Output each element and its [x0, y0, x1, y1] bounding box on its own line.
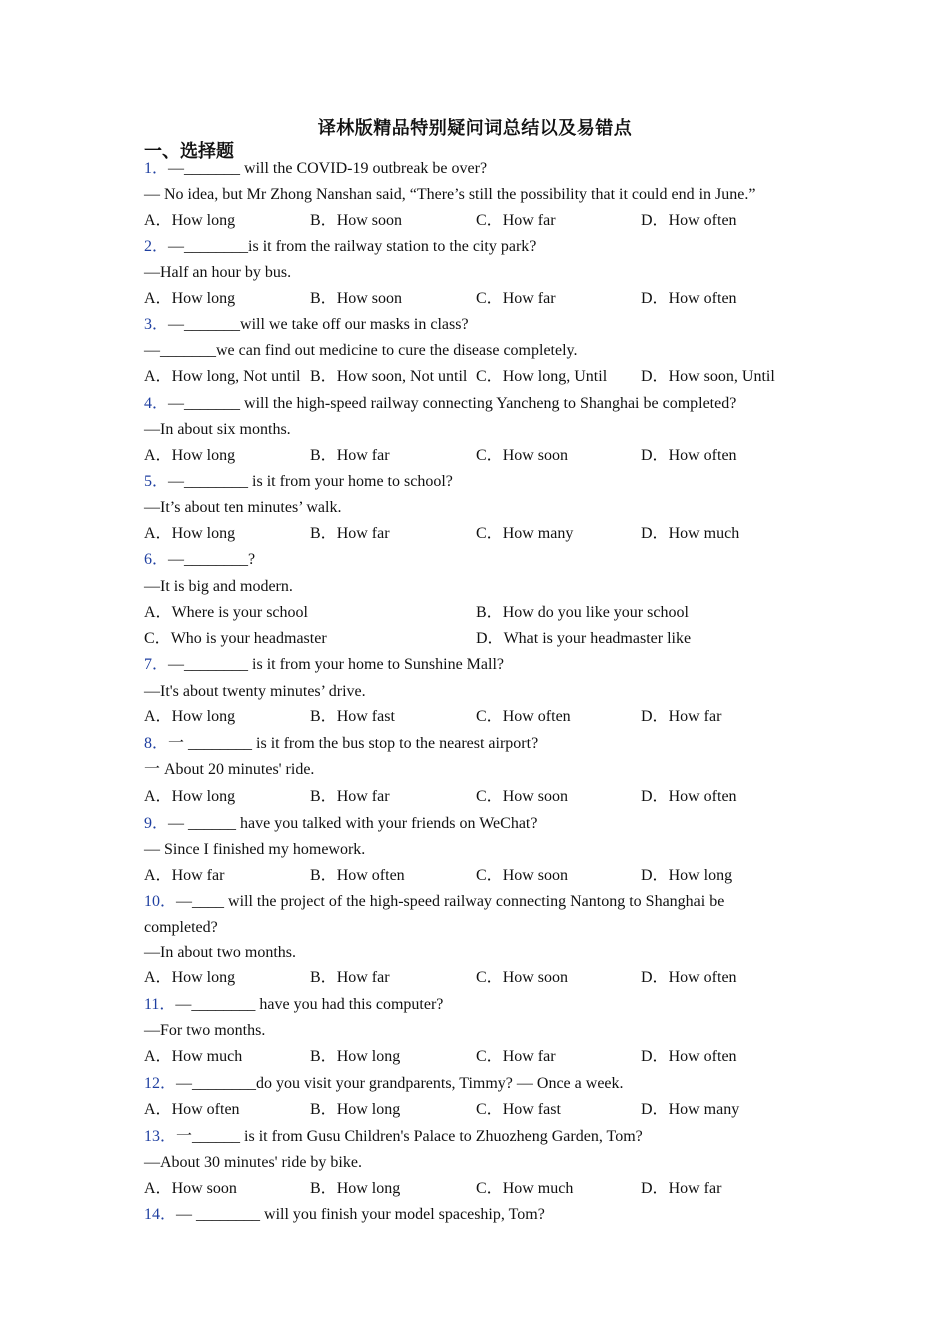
answer-option[interactable]	[144, 1100, 240, 1120]
option-letter: B．	[310, 969, 337, 986]
option-letter: C．	[476, 1048, 503, 1065]
option-text: How often	[668, 290, 737, 307]
answer-option[interactable]	[641, 968, 737, 988]
question-line: completed?	[144, 919, 218, 936]
option-text: How long	[668, 867, 733, 884]
option-text: How many	[668, 1101, 740, 1118]
answer-option[interactable]	[476, 866, 568, 886]
option-text: How long, Not until	[171, 368, 301, 385]
option-letter: C．	[476, 969, 503, 986]
option-letter: D．	[641, 1048, 669, 1065]
question-stem	[144, 655, 504, 675]
question-text: —________do you visit your grandparents, Timmy? — Once a week.	[176, 1075, 624, 1092]
question-text: —________ have you had this computer?	[175, 996, 444, 1013]
option-text: How far	[668, 708, 722, 725]
question-text: —________is it from the railway station to the city park?	[168, 238, 537, 255]
answer-option[interactable]	[476, 367, 607, 387]
option-letter: A．	[144, 447, 172, 464]
question-stem	[144, 159, 487, 179]
option-text: How long	[171, 788, 236, 805]
question-stem	[144, 892, 724, 912]
option-text: How far	[668, 1180, 722, 1197]
question-stem	[144, 472, 453, 492]
question-text: 一______ is it from Gusu Children's Palace to Zhuozheng Garden, Tom?	[176, 1128, 643, 1145]
answer-option[interactable]	[641, 1047, 737, 1067]
option-letter: B．	[310, 212, 337, 229]
option-text: How soon	[502, 969, 569, 986]
question-number: 14．	[144, 1206, 177, 1223]
option-letter: A．	[144, 212, 172, 229]
question-line: —It's about twenty minutes’ drive.	[144, 683, 366, 700]
answer-option[interactable]	[310, 787, 390, 807]
option-letter: C．	[476, 368, 503, 385]
question-line: —_______we can find out medicine to cure the disease completely.	[144, 342, 578, 359]
answer-option[interactable]	[641, 787, 737, 807]
question-text: —____ will the project of the high-speed railway connecting Nantong to Shanghai be	[176, 893, 725, 910]
option-letter: C．	[476, 1101, 503, 1118]
option-text: How often	[336, 867, 405, 884]
option-text: How often	[668, 788, 737, 805]
option-text: How soon	[336, 290, 403, 307]
answer-option[interactable]	[144, 707, 235, 727]
option-text: How soon	[336, 212, 403, 229]
option-letter: A．	[144, 290, 172, 307]
question-line: —It’s about ten minutes’ walk.	[144, 499, 342, 516]
answer-option[interactable]	[144, 629, 327, 649]
option-text: What is your headmaster like	[503, 630, 692, 647]
option-letter: D．	[641, 1180, 669, 1197]
question-stem	[144, 1127, 643, 1147]
question-text: —_______will we take off our masks in class?	[168, 316, 469, 333]
option-letter: D．	[641, 708, 669, 725]
answer-option[interactable]	[476, 968, 568, 988]
answer-option[interactable]	[144, 289, 235, 309]
answer-option[interactable]	[476, 446, 568, 466]
question-text: —_______ will the high-speed railway connecting Yancheng to Shanghai be completed?	[168, 395, 737, 412]
option-text: How soon	[502, 447, 569, 464]
question-line: —For two months.	[144, 1022, 266, 1039]
answer-option[interactable]	[476, 629, 691, 649]
option-text: How soon	[171, 1180, 237, 1197]
option-text: How many	[502, 525, 574, 542]
option-text: How long	[336, 1048, 401, 1065]
answer-option[interactable]	[641, 211, 737, 231]
question-number: 12．	[144, 1075, 177, 1092]
question-number: 4．	[144, 395, 169, 412]
answer-option[interactable]	[641, 446, 737, 466]
option-letter: D．	[641, 969, 669, 986]
question-line: 一 About 20 minutes' ride.	[144, 761, 315, 778]
option-text: How soon, Not until	[336, 368, 468, 385]
answer-option[interactable]	[641, 707, 721, 727]
option-text: How often	[668, 1048, 737, 1065]
answer-option[interactable]	[476, 1047, 556, 1067]
option-text: How much	[171, 1048, 243, 1065]
option-text: How long	[171, 290, 236, 307]
question-text: —_______ will the COVID-19 outbreak be over?	[168, 160, 488, 177]
option-text: How soon	[502, 867, 569, 884]
question-line: —About 30 minutes' ride by bike.	[144, 1154, 362, 1171]
question-number: 11．	[144, 996, 176, 1013]
answer-option[interactable]	[476, 289, 556, 309]
answer-option[interactable]	[310, 1179, 400, 1199]
question-text: — ______ have you talked with your friends on WeChat?	[168, 815, 538, 832]
option-text: How often	[668, 969, 737, 986]
option-letter: C．	[476, 1180, 503, 1197]
answer-option[interactable]	[641, 1100, 739, 1120]
option-text: How long	[171, 447, 236, 464]
option-text: How soon, Until	[668, 368, 775, 385]
answer-option[interactable]	[476, 524, 573, 544]
answer-option[interactable]	[641, 866, 732, 886]
question-line: —Half an hour by bus.	[144, 264, 292, 281]
option-letter: C．	[476, 708, 503, 725]
option-letter: A．	[144, 1048, 172, 1065]
answer-option[interactable]	[641, 289, 737, 309]
option-letter: D．	[641, 788, 669, 805]
answer-option[interactable]	[476, 1179, 573, 1199]
answer-option[interactable]	[310, 968, 390, 988]
option-text: How often	[171, 1101, 240, 1118]
question-text: —________?	[168, 551, 256, 568]
answer-option[interactable]	[144, 1179, 237, 1199]
answer-option[interactable]	[310, 367, 467, 387]
question-stem	[144, 550, 255, 570]
question-number: 3．	[144, 316, 169, 333]
question-line: — Since I finished my homework.	[144, 841, 366, 858]
option-letter: B．	[476, 604, 503, 621]
answer-option[interactable]	[476, 603, 689, 623]
answer-option[interactable]	[310, 211, 402, 231]
option-text: How much	[502, 1180, 574, 1197]
option-text: Who is your headmaster	[170, 630, 327, 647]
option-text: How far	[502, 1048, 556, 1065]
answer-option[interactable]	[310, 289, 402, 309]
answer-option[interactable]	[476, 211, 556, 231]
option-text: How long	[336, 1180, 401, 1197]
option-letter: A．	[144, 788, 172, 805]
option-text: How far	[336, 447, 390, 464]
question-stem	[144, 237, 536, 257]
option-letter: A．	[144, 368, 172, 385]
question-number: 7．	[144, 656, 169, 673]
question-stem	[144, 734, 538, 754]
question-number: 8．	[144, 735, 169, 752]
answer-option[interactable]	[310, 1100, 400, 1120]
question-line: —In about two months.	[144, 944, 296, 961]
option-text: How often	[668, 212, 737, 229]
answer-option[interactable]	[310, 866, 405, 886]
answer-option[interactable]	[144, 367, 300, 387]
answer-option[interactable]	[144, 446, 235, 466]
answer-option[interactable]	[476, 787, 568, 807]
option-letter: C．	[476, 290, 503, 307]
option-letter: D．	[641, 290, 669, 307]
question-number: 9．	[144, 815, 169, 832]
option-text: How far	[502, 290, 556, 307]
question-text: —________ is it from your home to Sunshine Mall?	[168, 656, 504, 673]
option-text: How far	[502, 212, 556, 229]
option-letter: A．	[144, 708, 172, 725]
option-text: How long	[171, 969, 236, 986]
option-text: How far	[336, 525, 390, 542]
option-letter: A．	[144, 604, 172, 621]
question-text: — ________ will you finish your model spaceship, Tom?	[176, 1206, 545, 1223]
question-stem	[144, 394, 736, 414]
option-letter: D．	[641, 212, 669, 229]
option-letter: D．	[641, 1101, 669, 1118]
question-text: —________ is it from your home to school?	[168, 473, 453, 490]
option-letter: B．	[310, 368, 337, 385]
option-letter: C．	[476, 525, 503, 542]
answer-option[interactable]	[310, 524, 390, 544]
question-stem	[144, 315, 469, 335]
option-text: How fast	[336, 708, 395, 725]
document-title: 译林版精品特别疑问词总结以及易错点	[317, 118, 633, 139]
answer-option[interactable]	[476, 707, 571, 727]
answer-option[interactable]	[144, 968, 235, 988]
answer-option[interactable]	[476, 1100, 561, 1120]
option-letter: D．	[641, 525, 669, 542]
option-letter: D．	[641, 867, 669, 884]
answer-option[interactable]	[641, 1179, 721, 1199]
question-number: 2．	[144, 238, 169, 255]
question-stem	[144, 1205, 545, 1225]
question-stem	[144, 814, 537, 834]
option-text: How long	[171, 525, 236, 542]
answer-option[interactable]	[144, 524, 235, 544]
option-text: How far	[336, 969, 390, 986]
option-letter: B．	[310, 1048, 337, 1065]
section-heading: 一、选择题	[144, 141, 234, 162]
option-text: How fast	[502, 1101, 561, 1118]
answer-option[interactable]	[144, 603, 308, 623]
option-letter: A．	[144, 969, 172, 986]
option-letter: B．	[310, 788, 337, 805]
option-letter: C．	[476, 788, 503, 805]
option-letter: D．	[641, 368, 669, 385]
question-line: —It is big and modern.	[144, 578, 293, 595]
answer-option[interactable]	[144, 1047, 242, 1067]
option-letter: C．	[476, 867, 503, 884]
option-text: Where is your school	[171, 604, 308, 621]
answer-option[interactable]	[641, 524, 739, 544]
option-letter: B．	[310, 447, 337, 464]
option-letter: A．	[144, 1180, 172, 1197]
option-text: How far	[171, 867, 225, 884]
option-text: How long	[171, 212, 236, 229]
answer-option[interactable]	[144, 866, 224, 886]
option-letter: D．	[641, 447, 669, 464]
question-stem	[144, 995, 443, 1015]
answer-option[interactable]	[144, 211, 235, 231]
option-text: How often	[502, 708, 571, 725]
question-number: 13．	[144, 1128, 177, 1145]
option-text: How far	[336, 788, 390, 805]
option-letter: A．	[144, 525, 172, 542]
option-text: How much	[668, 525, 740, 542]
question-stem	[144, 1074, 624, 1094]
question-text: 一 ________ is it from the bus stop to the nearest airport?	[168, 735, 539, 752]
option-letter: B．	[310, 1101, 337, 1118]
option-letter: C．	[144, 630, 171, 647]
option-text: How long, Until	[502, 368, 608, 385]
option-text: How long	[171, 708, 236, 725]
option-text: How long	[336, 1101, 401, 1118]
answer-option[interactable]	[310, 446, 390, 466]
answer-option[interactable]	[641, 367, 775, 387]
option-letter: B．	[310, 525, 337, 542]
question-number: 1．	[144, 160, 169, 177]
option-letter: C．	[476, 212, 503, 229]
option-text: How often	[668, 447, 737, 464]
option-letter: B．	[310, 708, 337, 725]
option-letter: A．	[144, 1101, 172, 1118]
question-line: — No idea, but Mr Zhong Nanshan said, “There’s still the possibility that it could end in June.”	[144, 186, 756, 203]
question-line: —In about six months.	[144, 421, 291, 438]
question-number: 5．	[144, 473, 169, 490]
option-letter: A．	[144, 867, 172, 884]
answer-option[interactable]	[310, 1047, 400, 1067]
option-text: How soon	[502, 788, 569, 805]
answer-option[interactable]	[144, 787, 235, 807]
question-number: 6．	[144, 551, 169, 568]
option-letter: B．	[310, 1180, 337, 1197]
option-letter: B．	[310, 867, 337, 884]
answer-option[interactable]	[310, 707, 395, 727]
question-number: 10．	[144, 893, 177, 910]
option-text: How do you like your school	[502, 604, 689, 621]
option-letter: B．	[310, 290, 337, 307]
option-letter: D．	[476, 630, 504, 647]
option-letter: C．	[476, 447, 503, 464]
